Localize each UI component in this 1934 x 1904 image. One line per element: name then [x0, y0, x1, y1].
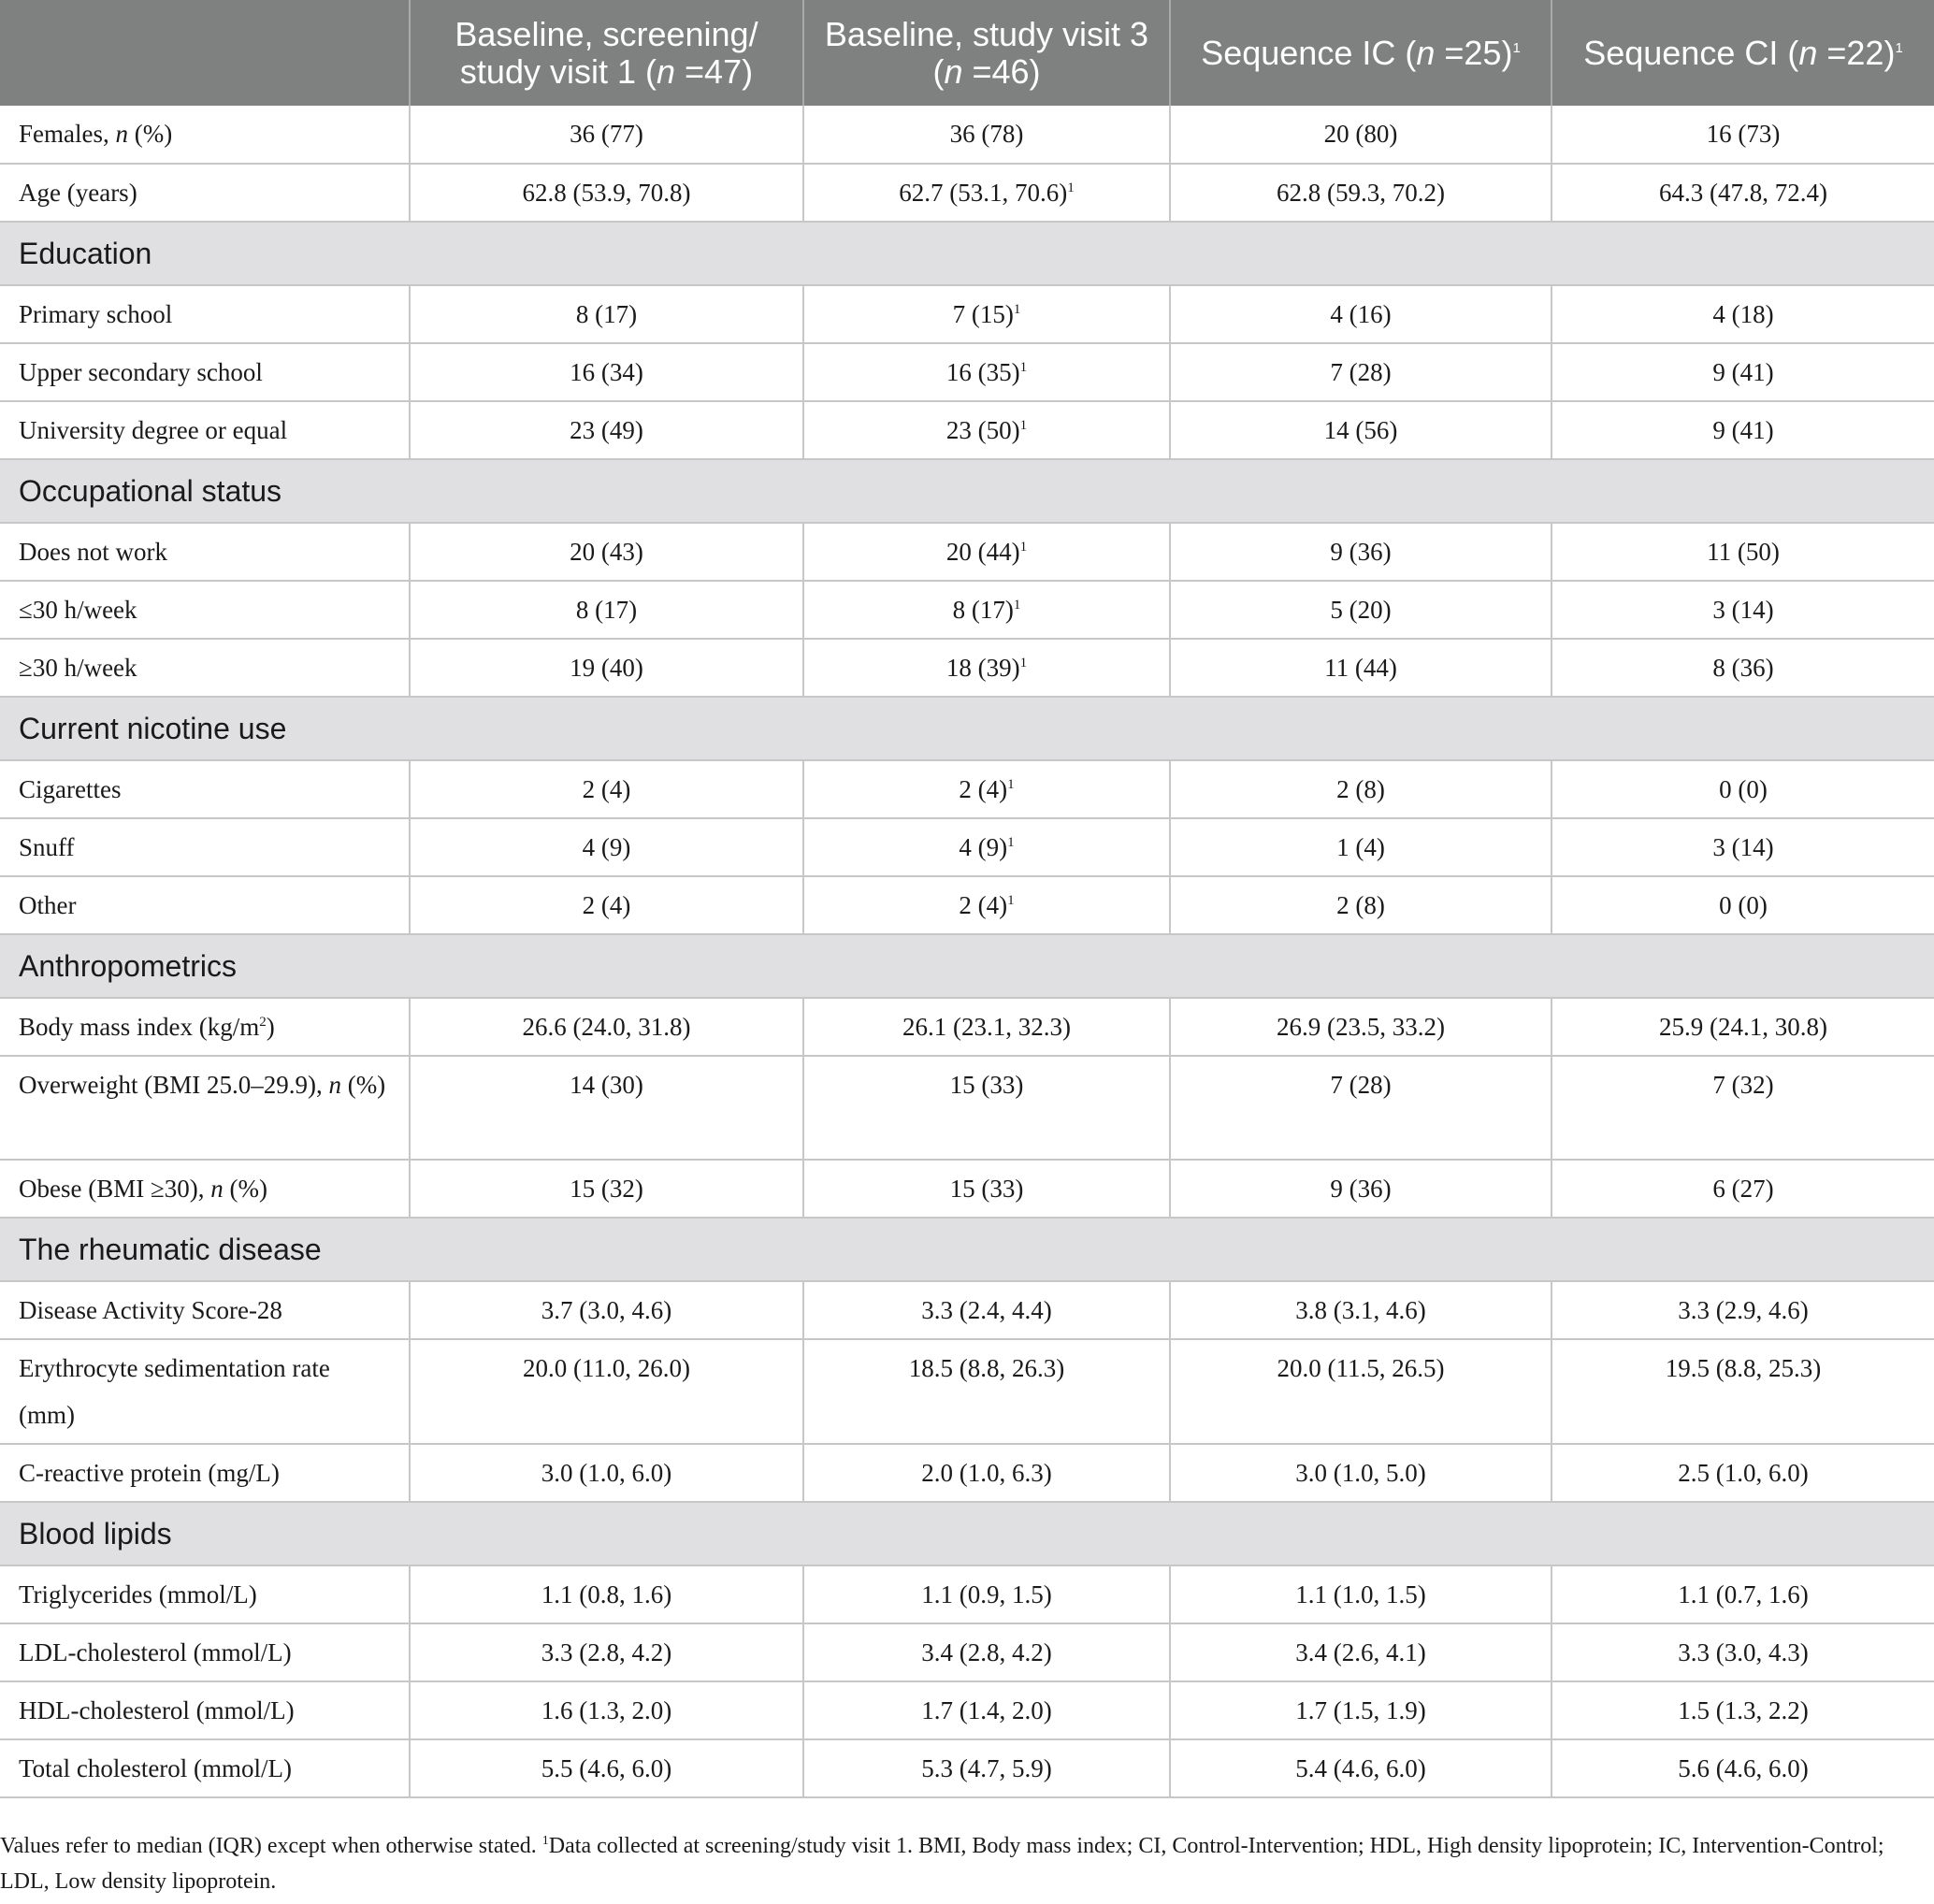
row-label: LDL-cholesterol (mmol/L) — [0, 1623, 410, 1681]
table-body — [0, 106, 1934, 1797]
section-header-row — [0, 459, 1934, 523]
value-cell: 1.7 (1.5, 1.9) — [1170, 1681, 1552, 1739]
header-baseline-screening: Baseline, screening/ study visit 1 (n =47) — [410, 0, 803, 106]
table-row — [0, 106, 1934, 164]
value-cell: 36 (78) — [803, 106, 1170, 164]
row-label: Age (years) — [0, 164, 410, 222]
table-row — [0, 343, 1934, 401]
table-row — [0, 818, 1934, 876]
value-cell: 20 (43) — [410, 523, 803, 581]
value-cell: 62.8 (59.3, 70.2) — [1170, 164, 1552, 222]
row-label: University degree or equal — [0, 401, 410, 459]
value-cell: 15 (33) — [803, 1056, 1170, 1160]
table-row — [0, 998, 1934, 1056]
section-header-row — [0, 697, 1934, 760]
value-cell: 2 (4)$^1$ — [803, 760, 1170, 818]
row-label: Total cholesterol (mmol/L) — [0, 1739, 410, 1797]
row-label: C-reactive protein (mg/L) — [0, 1444, 410, 1502]
table-row — [0, 285, 1934, 343]
table-row — [0, 1160, 1934, 1218]
section-header-row — [0, 222, 1934, 285]
value-cell: 2 (8) — [1170, 760, 1552, 818]
value-cell: 5.4 (4.6, 6.0) — [1170, 1739, 1552, 1797]
value-cell: 3 (14) — [1552, 581, 1934, 639]
header-baseline-visit3: Baseline, study visit 3 (n =46) — [803, 0, 1170, 106]
value-cell: 2 (4) — [410, 760, 803, 818]
value-cell: 2 (4) — [410, 876, 803, 934]
value-cell: 7 (15)$^1$ — [803, 285, 1170, 343]
value-cell: 7 (28) — [1170, 343, 1552, 401]
value-cell: 9 (41) — [1552, 343, 1934, 401]
value-cell: 3.0 (1.0, 6.0) — [410, 1444, 803, 1502]
value-cell: 62.7 (53.1, 70.6)$^1$ — [803, 164, 1170, 222]
section-header-label: Occupational status — [0, 459, 1934, 523]
value-cell: 16 (34) — [410, 343, 803, 401]
table-row — [0, 1739, 1934, 1797]
value-cell: 11 (50) — [1552, 523, 1934, 581]
section-header-row — [0, 1218, 1934, 1281]
value-cell: 9 (36) — [1170, 1160, 1552, 1218]
value-cell: 14 (56) — [1170, 401, 1552, 459]
value-cell: 3.4 (2.8, 4.2) — [803, 1623, 1170, 1681]
value-cell: 62.8 (53.9, 70.8) — [410, 164, 803, 222]
table-row — [0, 164, 1934, 222]
section-header-label: Education — [0, 222, 1934, 285]
value-cell: 25.9 (24.1, 30.8) — [1552, 998, 1934, 1056]
row-label: Triglycerides (mmol/L) — [0, 1565, 410, 1623]
value-cell: 7 (28) — [1170, 1056, 1552, 1160]
row-label: Erythrocyte sedimentation rate (mm) — [0, 1339, 410, 1444]
table-row — [0, 1565, 1934, 1623]
value-cell: 20.0 (11.0, 26.0) — [410, 1339, 803, 1444]
table-footnote: Values refer to median (IQR) except when otherwise stated. $^1$Data collected at screening/study visit 1. BMI, Body mass index; CI, Control-Intervention; HDL, High density lipoprotein; IC, Intervention-Control; LDL, Low density lipoprotein. — [0, 1834, 1884, 1894]
value-cell: 3 (14) — [1552, 818, 1934, 876]
value-cell: 2.0 (1.0, 6.3) — [803, 1444, 1170, 1502]
value-cell: 3.4 (2.6, 4.1) — [1170, 1623, 1552, 1681]
value-cell: 16 (73) — [1552, 106, 1934, 164]
value-cell: 2.5 (1.0, 6.0) — [1552, 1444, 1934, 1502]
value-cell: 9 (36) — [1170, 523, 1552, 581]
header-sequence-ci: Sequence CI (n =22)$^1$ — [1552, 0, 1934, 106]
table-row — [0, 523, 1934, 581]
section-header-label: Current nicotine use — [0, 697, 1934, 760]
table-row — [0, 581, 1934, 639]
value-cell: 0 (0) — [1552, 876, 1934, 934]
value-cell: 3.7 (3.0, 4.6) — [410, 1281, 803, 1339]
value-cell: 8 (36) — [1552, 639, 1934, 697]
value-cell: 7 (32) — [1552, 1056, 1934, 1160]
value-cell: 4 (18) — [1552, 285, 1934, 343]
value-cell: 3.3 (2.9, 4.6) — [1552, 1281, 1934, 1339]
value-cell: 14 (30) — [410, 1056, 803, 1160]
row-label: Upper secondary school — [0, 343, 410, 401]
value-cell: 4 (9) — [410, 818, 803, 876]
value-cell: 20.0 (11.5, 26.5) — [1170, 1339, 1552, 1444]
value-cell: 3.3 (2.4, 4.4) — [803, 1281, 1170, 1339]
value-cell: 1.1 (0.9, 1.5) — [803, 1565, 1170, 1623]
value-cell: 23 (49) — [410, 401, 803, 459]
table-row — [0, 1281, 1934, 1339]
row-label: ≤30 h/week — [0, 581, 410, 639]
value-cell: 1.1 (0.7, 1.6) — [1552, 1565, 1934, 1623]
value-cell: 1.1 (1.0, 1.5) — [1170, 1565, 1552, 1623]
value-cell: 5.3 (4.7, 5.9) — [803, 1739, 1170, 1797]
value-cell: 18 (39)$^1$ — [803, 639, 1170, 697]
table-row — [0, 760, 1934, 818]
table-row — [0, 1444, 1934, 1502]
table-row — [0, 1623, 1934, 1681]
row-label: Cigarettes — [0, 760, 410, 818]
value-cell: 4 (9)$^1$ — [803, 818, 1170, 876]
table-header-row — [0, 0, 1934, 106]
value-cell: 3.0 (1.0, 5.0) — [1170, 1444, 1552, 1502]
header-empty-cell — [0, 0, 410, 106]
value-cell: 5.6 (4.6, 6.0) — [1552, 1739, 1934, 1797]
value-cell: 8 (17) — [410, 581, 803, 639]
row-label: Other — [0, 876, 410, 934]
value-cell: 6 (27) — [1552, 1160, 1934, 1218]
row-label: Obese (BMI ≥30), n (%) — [0, 1160, 410, 1218]
value-cell: 1.7 (1.4, 2.0) — [803, 1681, 1170, 1739]
section-header-label: The rheumatic disease — [0, 1218, 1934, 1281]
table-row — [0, 401, 1934, 459]
value-cell: 2 (4)$^1$ — [803, 876, 1170, 934]
value-cell: 1 (4) — [1170, 818, 1552, 876]
value-cell: 20 (80) — [1170, 106, 1552, 164]
value-cell: 0 (0) — [1552, 760, 1934, 818]
row-label: ≥30 h/week — [0, 639, 410, 697]
section-header-row — [0, 1502, 1934, 1565]
value-cell: 3.3 (3.0, 4.3) — [1552, 1623, 1934, 1681]
value-cell: 1.1 (0.8, 1.6) — [410, 1565, 803, 1623]
table-row — [0, 1339, 1934, 1444]
value-cell: 8 (17)$^1$ — [803, 581, 1170, 639]
row-label: Females, n (%) — [0, 106, 410, 164]
table-row — [0, 1056, 1934, 1160]
section-header-row — [0, 934, 1934, 998]
value-cell: 36 (77) — [410, 106, 803, 164]
header-sequence-ic: Sequence IC (n =25)$^1$ — [1170, 0, 1552, 106]
value-cell: 1.5 (1.3, 2.2) — [1552, 1681, 1934, 1739]
value-cell: 19.5 (8.8, 25.3) — [1552, 1339, 1934, 1444]
value-cell: 23 (50)$^1$ — [803, 401, 1170, 459]
value-cell: 2 (8) — [1170, 876, 1552, 934]
value-cell: 20 (44)$^1$ — [803, 523, 1170, 581]
value-cell: 9 (41) — [1552, 401, 1934, 459]
table-row — [0, 876, 1934, 934]
value-cell: 1.6 (1.3, 2.0) — [410, 1681, 803, 1739]
table-row — [0, 639, 1934, 697]
value-cell: 26.1 (23.1, 32.3) — [803, 998, 1170, 1056]
value-cell: 16 (35)$^1$ — [803, 343, 1170, 401]
row-label: Body mass index (kg/m$^2$) — [0, 998, 410, 1056]
value-cell: 3.3 (2.8, 4.2) — [410, 1623, 803, 1681]
value-cell: 5 (20) — [1170, 581, 1552, 639]
value-cell: 26.6 (24.0, 31.8) — [410, 998, 803, 1056]
value-cell: 15 (33) — [803, 1160, 1170, 1218]
row-label: HDL-cholesterol (mmol/L) — [0, 1681, 410, 1739]
row-label: Primary school — [0, 285, 410, 343]
value-cell: 18.5 (8.8, 26.3) — [803, 1339, 1170, 1444]
value-cell: 11 (44) — [1170, 639, 1552, 697]
row-label: Does not work — [0, 523, 410, 581]
value-cell: 5.5 (4.6, 6.0) — [410, 1739, 803, 1797]
row-label: Snuff — [0, 818, 410, 876]
value-cell: 19 (40) — [410, 639, 803, 697]
value-cell: 4 (16) — [1170, 285, 1552, 343]
value-cell: 8 (17) — [410, 285, 803, 343]
row-label: Overweight (BMI 25.0–29.9), n (%) — [0, 1056, 410, 1160]
value-cell: 26.9 (23.5, 33.2) — [1170, 998, 1552, 1056]
value-cell: 3.8 (3.1, 4.6) — [1170, 1281, 1552, 1339]
row-label: Disease Activity Score-28 — [0, 1281, 410, 1339]
section-header-label: Blood lipids — [0, 1502, 1934, 1565]
value-cell: 64.3 (47.8, 72.4) — [1552, 164, 1934, 222]
table-row — [0, 1681, 1934, 1739]
section-header-label: Anthropometrics — [0, 934, 1934, 998]
value-cell: 15 (32) — [410, 1160, 803, 1218]
